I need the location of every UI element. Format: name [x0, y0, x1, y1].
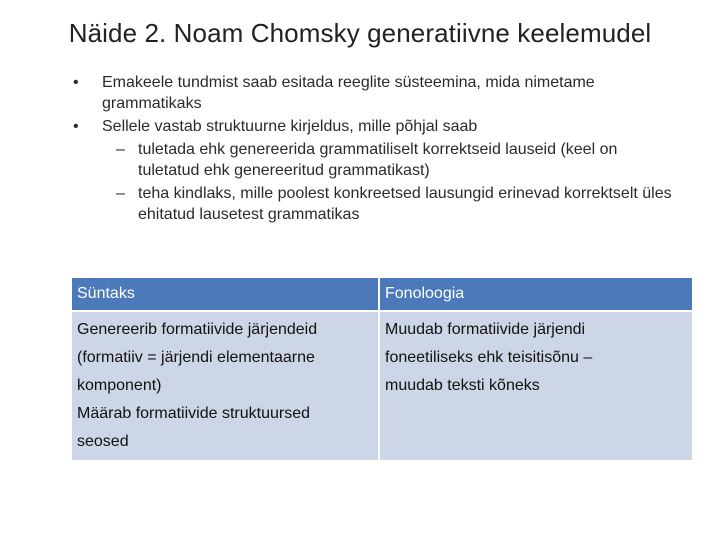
phonology-cell [380, 312, 692, 460]
slide-title: Näide 2. Noam Chomsky generatiivne keelemudel [68, 18, 652, 48]
cell-line: Määrab formatiivide struktuursed [77, 405, 310, 422]
cell-line: komponent) [77, 377, 162, 394]
bullet-item [58, 72, 678, 114]
cell-line: Muudab formatiivide järjendi [385, 321, 586, 338]
bullet-text: Emakeele tundmist saab esitada reeglite süsteemina, mida nimetame grammatikaks [102, 74, 595, 112]
table-header-row [72, 278, 692, 310]
cell-line: seosed [77, 433, 129, 450]
dash-icon: – [116, 185, 125, 202]
bullet-item [58, 116, 678, 137]
sub-bullet-item [58, 139, 678, 181]
header-phonology: Fonoloogia [380, 278, 692, 310]
cell-line: muudab teksti kõneks [385, 377, 540, 394]
sub-bullet-text: teha kindlaks, mille poolest konkreetsed lausungid erinevad korrektselt üles ehitatud lausetest grammatikas [138, 185, 672, 223]
bullet-text: Sellele vastab struktuurne kirjeldus, mille põhjal saab [102, 118, 478, 135]
bullet-dot-icon: • [73, 118, 79, 135]
sub-bullet-text: tuletada ehk genereerida grammatiliselt korrektseid lauseid (keel on tuletatud ehk genereeritud grammatikast) [138, 141, 618, 179]
sub-bullet-item [58, 183, 678, 225]
bullet-dot-icon: • [73, 74, 79, 91]
dash-icon: – [116, 141, 125, 158]
table-row [72, 312, 692, 460]
bullet-list [58, 72, 678, 227]
cell-line: foneetiliseks ehk teisitisõnu – [385, 349, 593, 366]
cell-line: Genereerib formatiivide järjendeid [77, 321, 318, 338]
comparison-table [70, 276, 694, 462]
header-syntax: Süntaks [72, 278, 378, 310]
cell-line: (formatiiv = järjendi elementaarne [77, 349, 315, 366]
syntax-cell [72, 312, 378, 460]
